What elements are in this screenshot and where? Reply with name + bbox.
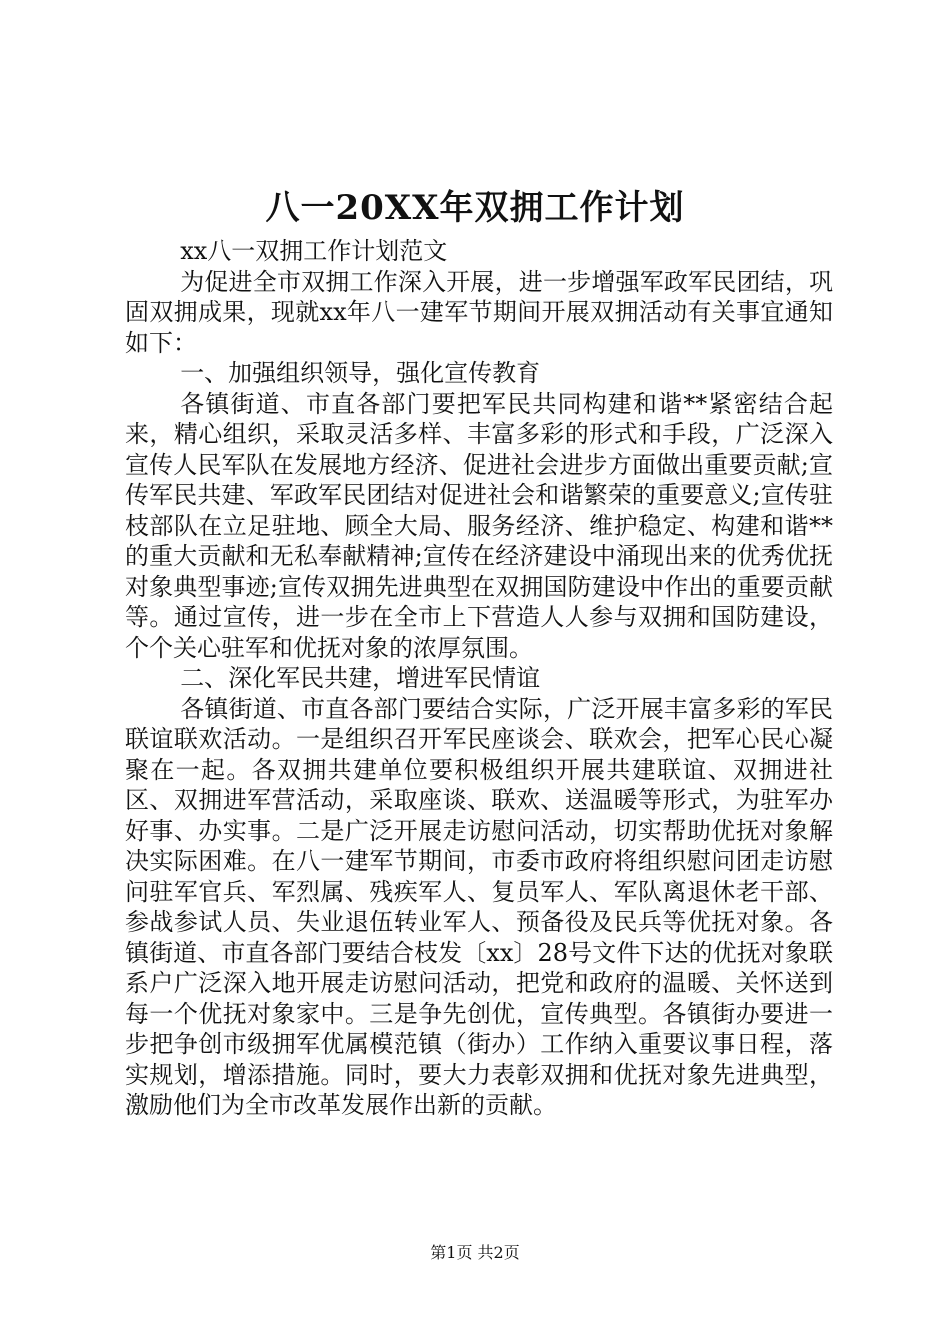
page-number-footer: 第1页 共2页 (430, 1243, 520, 1262)
section-heading-1: 一、加强组织领导，强化宣传教育 (180, 359, 541, 387)
paragraph-intro: 为促进全市双拥工作深入开展，进一步增强军政军民团结，巩固双拥成果，现就xx年八一建军节期间开展双拥活动有关事宜通知如下： (125, 267, 833, 357)
paragraph-section-1: 各镇街道、市直各部门要把军民共同构建和谐**紧密结合起来，精心组织，采取灵活多样、丰富多彩的形式和手段，广泛深入宣传人民军队在发展地方经济、促进社会进步方面做出重要贡献;宣传军民共建、军政军民团结对促进社会和谐繁荣的重要意义;宣传驻枝部队在立足驻地、顾全大局、服务经济、维护稳定、构建和谐**的重大贡献和无私奉献精神;宣传在经济建设中涌现出来的优秀优抚对象典型事迹;宣传双拥先进典型在双拥国防建设中作出的重要贡献等。通过宣传，进一步在全市上下营造人人参与双拥和国防建设，个个关心驻军和优抚对象的浓厚氛围。 (125, 389, 833, 662)
paragraph-subtitle: xx八一双拥工作计划范文 (180, 237, 448, 265)
document-title: 八一20XX年双拥工作计划 (265, 188, 685, 228)
document-body (125, 236, 833, 1121)
paragraph-section-2: 各镇街道、市直各部门要结合实际，广泛开展丰富多彩的军民联谊联欢活动。一是组织召开军民座谈会、联欢会，把军心民心凝聚在一起。各双拥共建单位要积极组织开展共建联谊、双拥进社区、双拥进军营活动，采取座谈、联欢、送温暖等形式，为驻军办好事、办实事。二是广泛开展走访慰问活动，切实帮助优抚对象解决实际困难。在八一建军节期间，市委市政府将组织慰问团走访慰问驻军官兵、军烈属、残疾军人、复员军人、军队离退休老干部、参战参试人员、失业退伍转业军人、预备役及民兵等优抚对象。各镇街道、市直各部门要结合枝发〔xx〕28号文件下达的优抚对象联系户广泛深入地开展走访慰问活动，把党和政府的温暖、关怀送到每一个优抚对象家中。三是争先创优，宣传典型。各镇街办要进一步把争创市级拥军优属模范镇（街办）工作纳入重要议事日程，落实规划，增添措施。同时，要大力表彰双拥和优抚对象先进典型，激励他们为全市改革发展作出新的贡献。 (125, 694, 833, 1119)
section-heading-2: 二、深化军民共建，增进军民情谊 (180, 664, 541, 692)
